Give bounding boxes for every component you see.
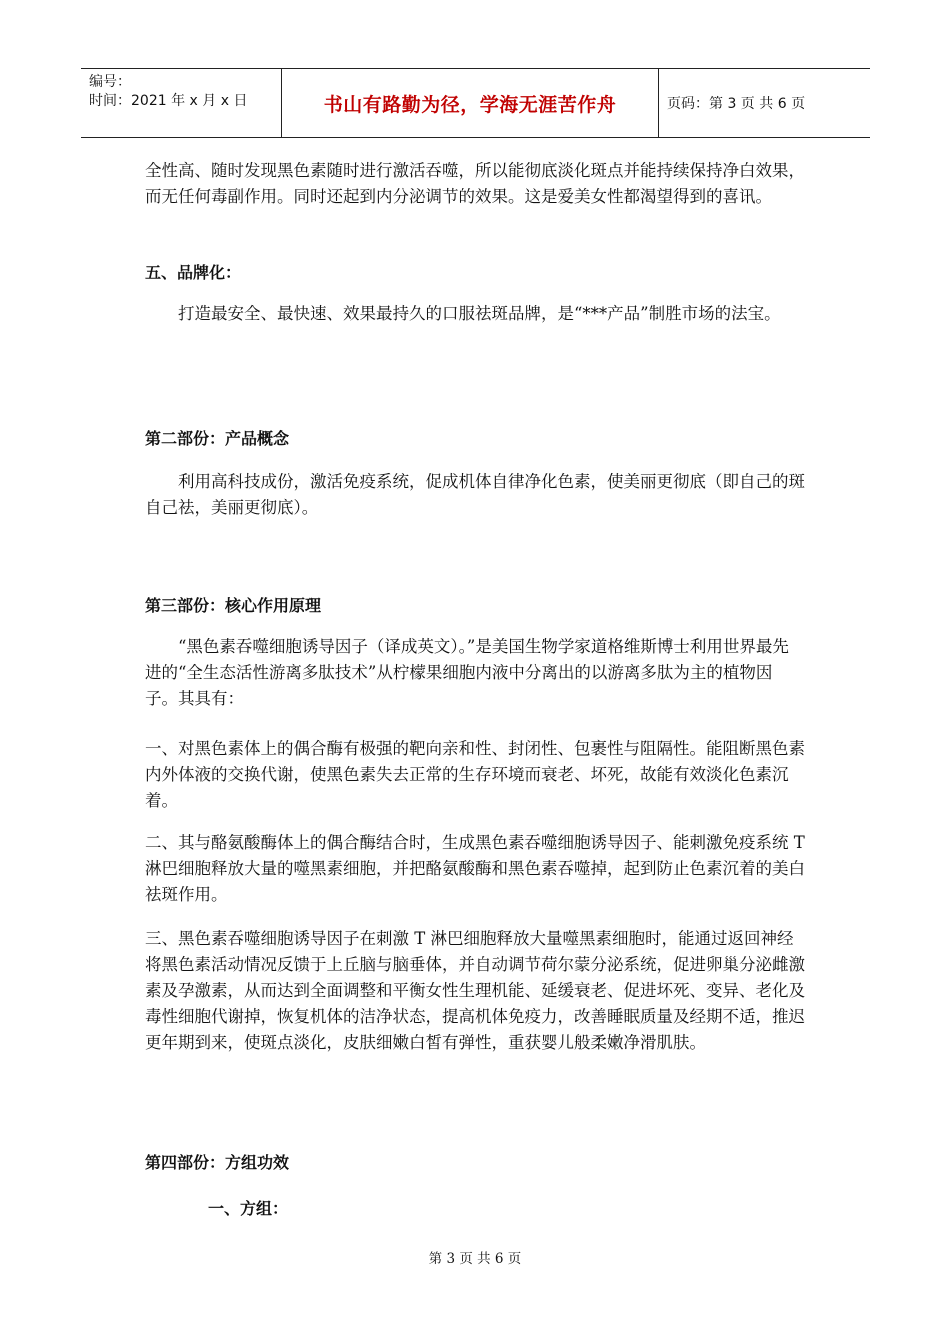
heading-brand: 五、品牌化： — [145, 263, 242, 282]
document-number: 编号： — [89, 74, 131, 90]
document-date: 时间：2021 年 x 月 x 日 — [89, 93, 248, 109]
paragraph-intro: 全性高、随时发现黑色素随时进行激活吞噬，所以能彻底淡化斑点并能持续保持净白效果，而无任何毒副作用。同时还起到内分泌调节的效果。这是爱美女性都渴望得到的喜讯。 — [145, 161, 805, 206]
paragraph-point2: 二、其与酪氨酸酶体上的偶合酶结合时，生成黑色素吞噬细胞诱导因子、能刺激免疫系统 T 淋巴细胞释放大量的噬黑素细胞，并把酪氨酸酶和黑色素吞噬掉，起到防止色素沉着的美白祛斑作用。 — [145, 833, 805, 904]
heading-part4: 第四部份：方组功效 — [145, 1153, 290, 1172]
header-motto: 书山有路勤为径，学海无涯苦作舟 — [323, 93, 617, 116]
header-meta — [81, 69, 282, 137]
paragraph-part2: 利用高科技成份，激活免疫系统，促成机体自律净化色素，使美丽更彻底（即自己的斑自己祛，美丽更彻底）。 — [145, 472, 805, 517]
page-number-info: 页码：第 3 页 共 6 页 — [667, 96, 806, 112]
heading-part2: 第二部份：产品概念 — [145, 429, 290, 448]
page-header — [81, 68, 870, 138]
paragraph-part3: “黑色素吞噬细胞诱导因子（译成英文）。”是美国生物学家道格维斯博士利用世界最先进的“全生态活性游离多肽技术”从柠檬果细胞内液中分离出的以游离多肽为主的植物因子。其具有： — [145, 637, 789, 708]
footer-page-number: 第 3 页 共 6 页 — [428, 1251, 522, 1267]
paragraph-brand: 打造最安全、最快速、效果最持久的口服祛斑品牌，是“***产品”制胜市场的法宝。 — [178, 304, 781, 323]
heading-formula: 一、方组： — [208, 1199, 289, 1218]
page-footer — [0, 1247, 950, 1267]
header-page-info — [659, 69, 870, 137]
heading-part3: 第三部份：核心作用原理 — [145, 596, 322, 615]
paragraph-point3: 三、黑色素吞噬细胞诱导因子在刺激 T 淋巴细胞释放大量噬黑素细胞时，能通过返回神经将黑色素活动情况反馈于上丘脑与脑垂体，并自动调节荷尔蒙分泌系统，促进卵巢分泌雌激素及孕激素，从而达到全面调整和平衡女性生理机能、延缓衰老、促进坏死、变异、老化及毒性细胞代谢掉，恢复机体的洁净状态，提高机体免疫力，改善睡眠质量及经期不适，推迟更年期到来，使斑点淡化，皮肤细嫩白皙有弹性，重获婴儿般柔嫩净滑肌肤。 — [145, 929, 805, 1052]
header-motto-cell — [282, 69, 659, 137]
paragraph-point1: 一、对黑色素体上的偶合酶有极强的靶向亲和性、封闭性、包裹性与阻隔性。能阻断黑色素内外体液的交换代谢，使黑色素失去正常的生存环境而衰老、坏死，故能有效淡化色素沉着。 — [145, 739, 805, 810]
